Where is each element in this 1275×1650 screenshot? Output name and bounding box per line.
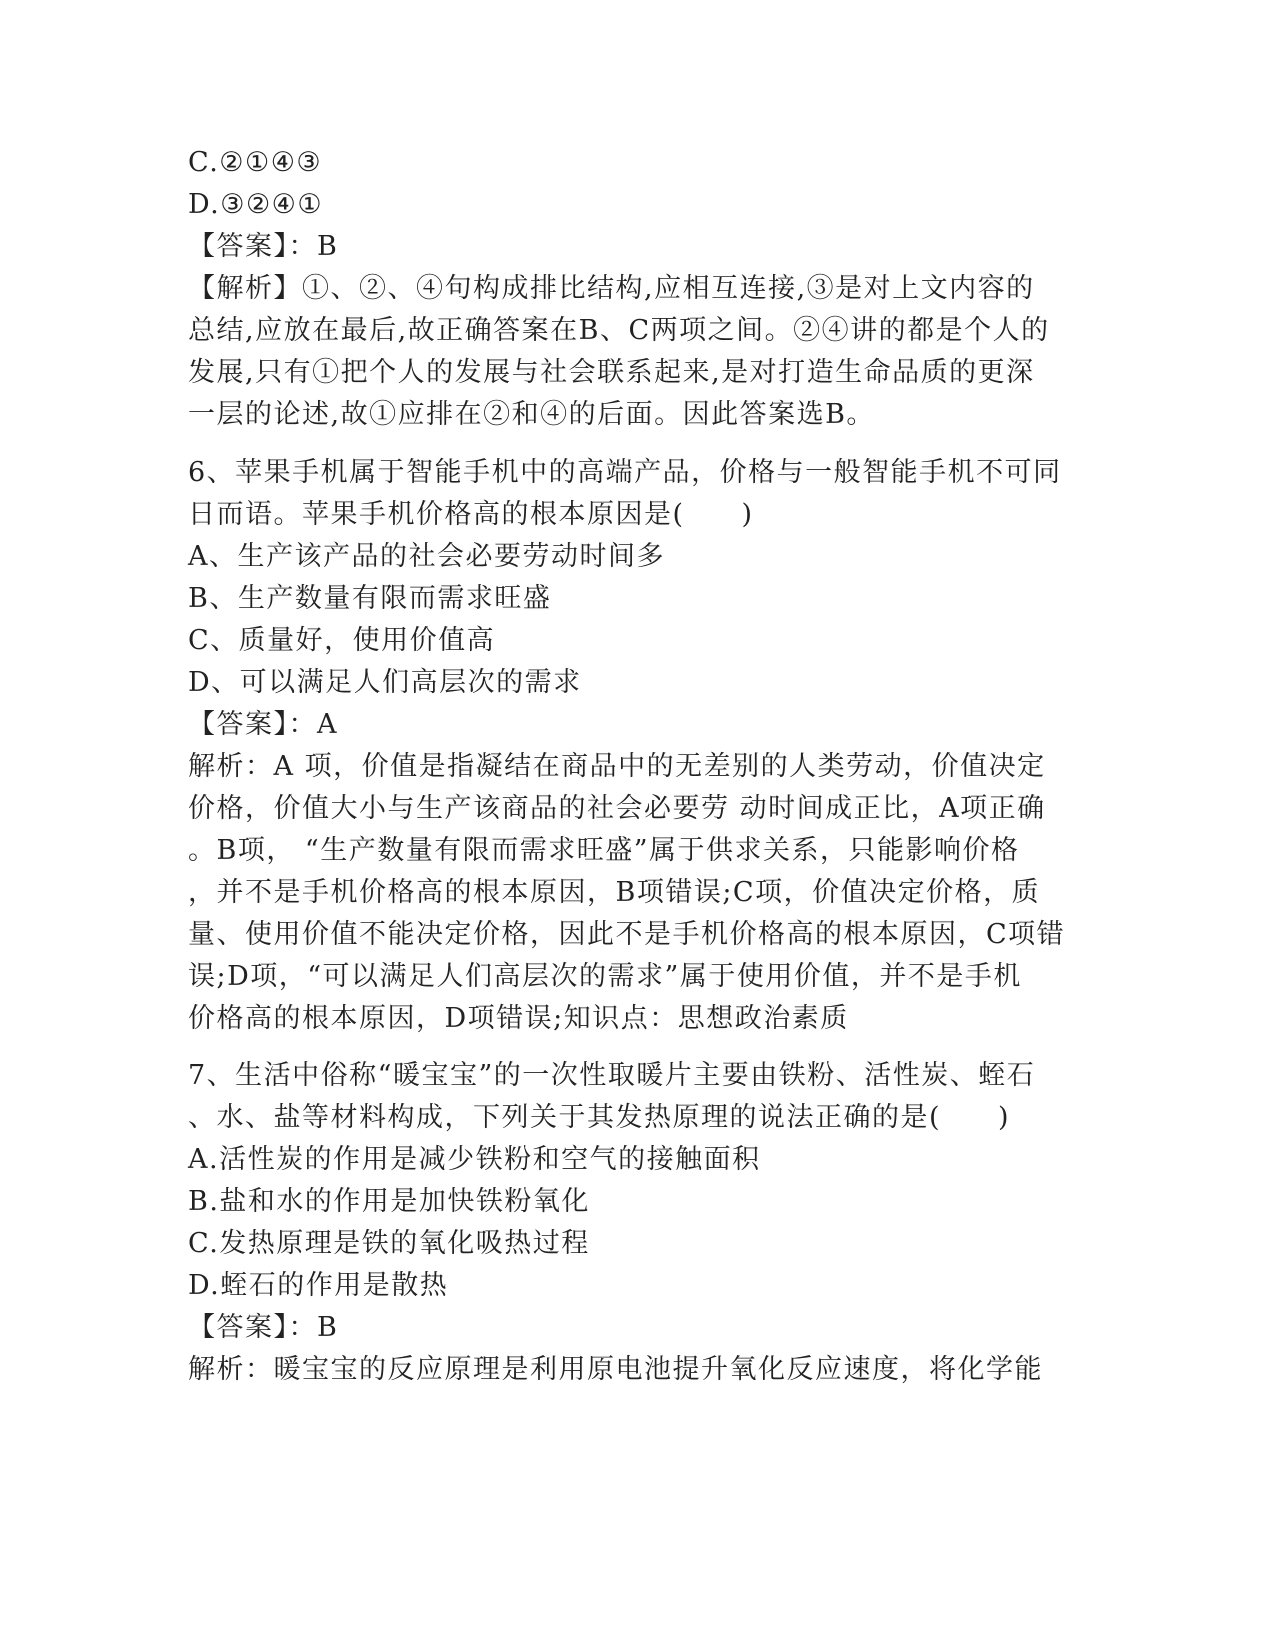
- q7-option-d: D.蛭石的作用是散热: [188, 1270, 449, 1301]
- q6-analysis-line: ，并不是手机价格高的根本原因，B项错误;C项，价值决定价格，质: [188, 877, 1041, 908]
- q6-option-d: D、可以满足人们高层次的需求: [188, 667, 582, 698]
- q6-answer: 【答案】：A: [188, 709, 338, 740]
- q7-option-b: B.盐和水的作用是加快铁粉氧化: [188, 1186, 590, 1217]
- q6-analysis-line: 价格，价值大小与生产该商品的社会必要劳 动时间成正比，A项正确: [188, 793, 1046, 824]
- q6-stem-line: 日而语。苹果手机价格高的根本原因是( ): [188, 499, 754, 530]
- q6-stem-line: 6、苹果手机属于智能手机中的高端产品，价格与一般智能手机不可同: [188, 457, 1062, 488]
- q6-option-c: C、质量好，使用价值高: [188, 625, 496, 656]
- q5-analysis-line: 发展,只有①把个人的发展与社会联系起来,是对打造生命品质的更深: [188, 357, 1035, 388]
- q6-analysis-line: 。B项， “生产数量有限而需求旺盛”属于供求关系，只能影响价格: [188, 835, 1020, 866]
- q7-stem-line: 、水、盐等材料构成，下列关于其发热原理的说法正确的是( ): [188, 1102, 1011, 1133]
- q6-analysis-line: 解析：A 项，价值是指凝结在商品中的无差别的人类劳动，价值决定: [188, 751, 1046, 782]
- q7-analysis-line: 解析：暖宝宝的反应原理是利用原电池提升氧化反应速度，将化学能: [188, 1354, 1043, 1385]
- q6-option-a: A、生产该产品的社会必要劳动时间多: [188, 541, 665, 572]
- q6-analysis-line: 误;D项，“可以满足人们高层次的需求”属于使用价值，并不是手机: [188, 961, 1022, 992]
- q5-analysis-line: 总结,应放在最后,故正确答案在B、C两项之间。②④讲的都是个人的: [188, 315, 1050, 346]
- q7-option-c: C.发热原理是铁的氧化吸热过程: [188, 1228, 590, 1259]
- q6-analysis-line: 量、使用价值不能决定价格，因此不是手机价格高的根本原因，C项错: [188, 919, 1066, 950]
- q5-option-c: C.②①④③: [188, 147, 323, 178]
- q7-answer: 【答案】：B: [188, 1312, 339, 1343]
- q7-stem-line: 7、生活中俗称“暖宝宝”的一次性取暖片主要由铁粉、活性炭、蛭石: [188, 1060, 1036, 1091]
- q7-option-a: A.活性炭的作用是减少铁粉和空气的接触面积: [188, 1144, 761, 1175]
- q5-answer: 【答案】：B: [188, 231, 339, 262]
- q5-option-d: D.③②④①: [188, 189, 324, 220]
- q5-analysis-line: 【解析】①、②、④句构成排比结构,应相互连接,③是对上文内容的: [188, 273, 1035, 304]
- q5-analysis-line: 一层的论述,故①应排在②和④的后面。因此答案选B。: [188, 399, 875, 430]
- q6-analysis-line: 价格高的根本原因，D项错误;知识点：思想政治素质: [188, 1003, 849, 1034]
- q6-option-b: B、生产数量有限而需求旺盛: [188, 583, 552, 614]
